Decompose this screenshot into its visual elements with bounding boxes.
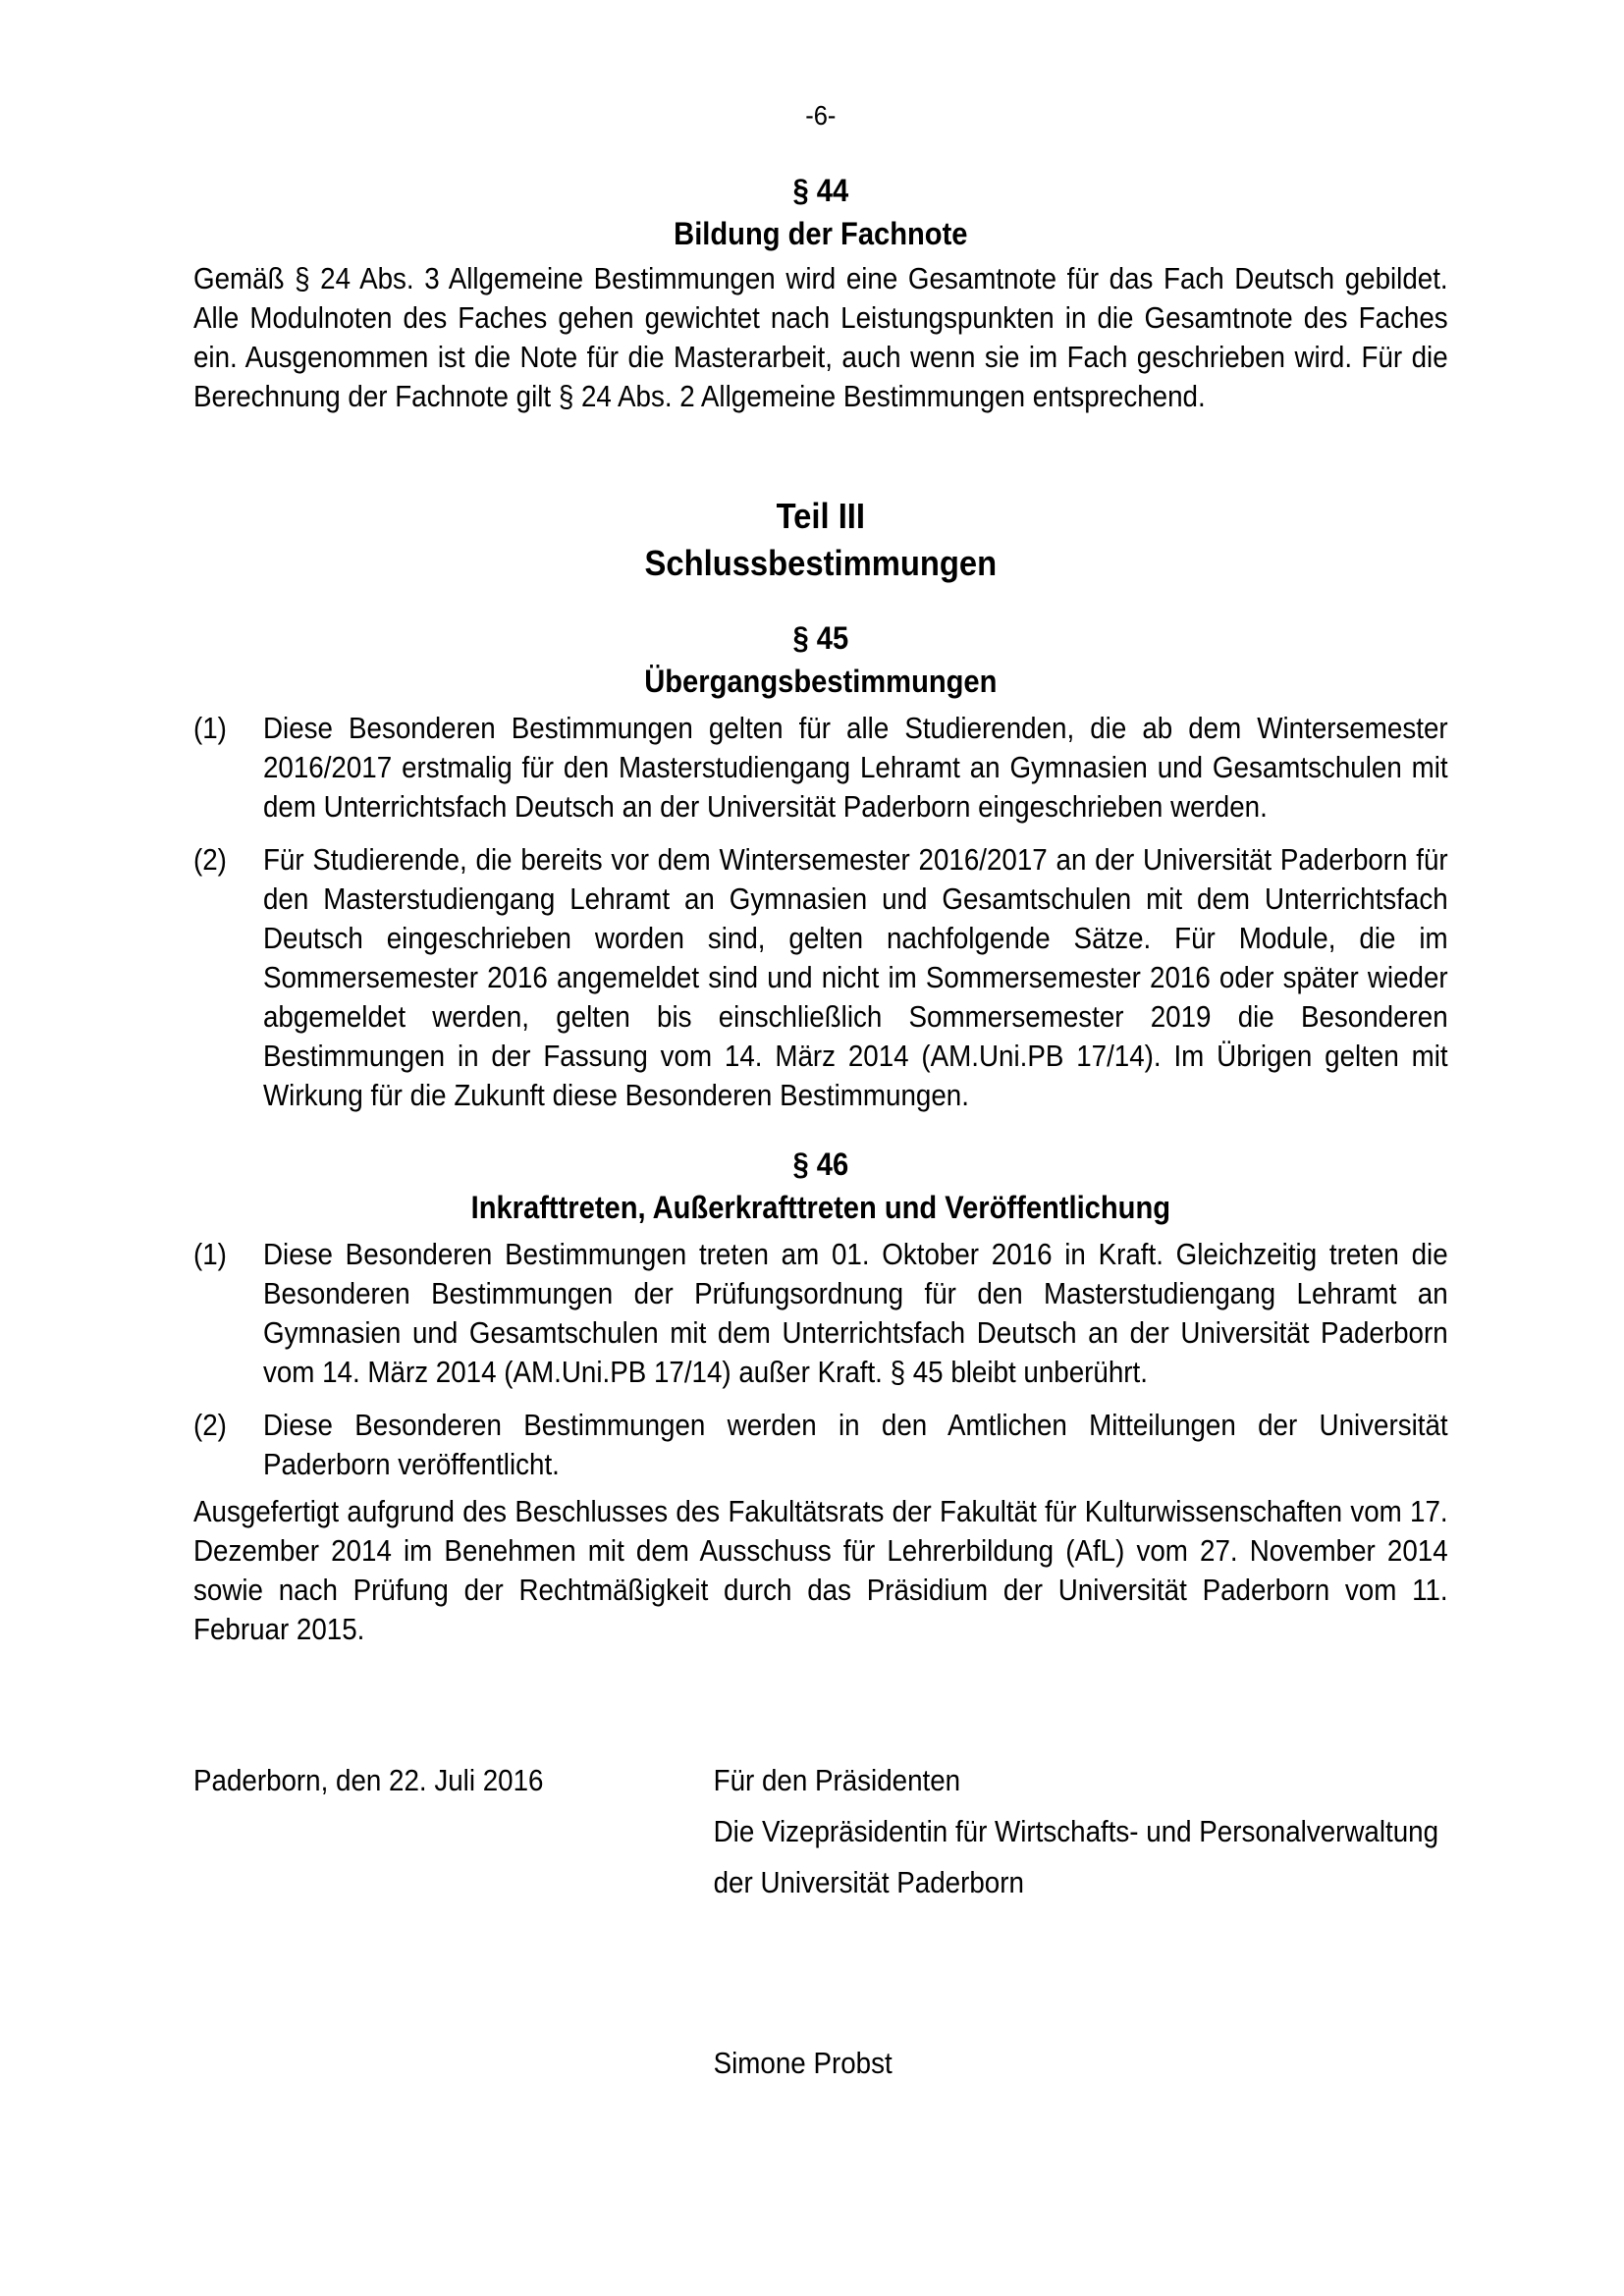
section-title: Bildung der Fachnote	[674, 216, 968, 251]
signatory-name: Simone Probst	[713, 2047, 893, 2080]
part-heading	[193, 493, 1448, 587]
signature-line-1: Für den Präsidenten	[713, 1764, 961, 1797]
item-number: (2)	[193, 843, 227, 877]
item-text: Diese Besonderen Bestimmungen treten am 01. Oktober 2016 in Kraft. Gleichzeitig treten die Besonderen Bestimmungen der Prüfungsordnung für den Masterstudiengang Lehramt an Gymnasien und Gesamtschulen mit dem Unterrichtsfach Deutsch an der Universität Paderborn vom 14. März 2014 (AM.Uni.PB 17/14) außer Kraft. § 45 bleibt unberührt.	[262, 1238, 1448, 1389]
list-item	[193, 840, 1448, 1115]
part-subtitle: Schlussbestimmungen	[644, 543, 998, 583]
item-text: Für Studierende, die bereits vor dem Wintersemester 2016/2017 an der Universität Paderborn für den Masterstudiengang Lehramt an Gymnasien und Gesamtschulen mit dem Unterrichtsfach Deutsch eingeschrieben worden sind, gelten nachfolgende Sätze. Für Module, die im Sommersemester 2016 angemeldet sind und nicht im Sommersemester 2016 oder später wieder abgemeldet werden, gelten bis einschließlich Sommersemester 2019 die Besonderen Bestimmungen in der Fassung vom 14. März 2014 (AM.Uni.PB 17/14). Im Übrigen gelten mit Wirkung für die Zukunft diese Besonderen Bestimmungen.	[262, 843, 1448, 1112]
signature-line-3: der Universität Paderborn	[713, 1866, 1024, 1899]
section-46	[193, 1143, 1448, 1484]
list-item	[193, 709, 1448, 827]
closing-paragraph: Ausgefertigt aufgrund des Beschlusses des Fakultätsrats der Fakultät für Kulturwissenschaften vom 17. Dezember 2014 im Benehmen mit dem Ausschuss für Lehrerbildung (AfL) vom 27. November 2014 sowie nach Prüfung der Rechtmäßigkeit durch das Präsidium der Universität Paderborn vom 11. Februar 2015.	[193, 1495, 1448, 1646]
page-number: -6-	[805, 100, 837, 131]
item-number: (2)	[193, 1409, 227, 1442]
section-44	[193, 169, 1448, 416]
part-title: Teil III	[776, 496, 866, 536]
section-45	[193, 616, 1448, 1115]
item-text: Diese Besonderen Bestimmungen werden in den Amtlichen Mitteilungen der Universität Paderborn veröffentlicht.	[262, 1409, 1448, 1481]
section-number: § 44	[792, 173, 849, 208]
section-title: Inkrafttreten, Außerkrafttreten und Veröffentlichung	[470, 1190, 1171, 1225]
item-number: (1)	[193, 712, 227, 745]
section-number: § 45	[792, 620, 849, 656]
list-item	[193, 1235, 1448, 1392]
item-number: (1)	[193, 1238, 227, 1271]
section-title: Übergangsbestimmungen	[644, 664, 998, 699]
list-item	[193, 1406, 1448, 1484]
place-date: Paderborn, den 22. Juli 2016	[193, 1764, 544, 1797]
signature-line-2: Die Vizepräsidentin für Wirtschafts- und Personalverwaltung	[713, 1815, 1439, 1848]
item-text: Diese Besonderen Bestimmungen gelten für alle Studierenden, die ab dem Wintersemester 2016/2017 erstmalig für den Masterstudiengang Lehramt an Gymnasien und Gesamtschulen mit dem Unterrichtsfach Deutsch an der Universität Paderborn eingeschrieben werden.	[262, 712, 1448, 824]
section-text: Gemäß § 24 Abs. 3 Allgemeine Bestimmungen wird eine Gesamtnote für das Fach Deutsch gebildet. Alle Modulnoten des Faches gehen gewichtet nach Leistungspunkten in die Gesamtnote des Faches ein. Ausgenommen ist die Note für die Masterarbeit, auch wenn sie im Fach geschrieben wird. Für die Berechnung der Fachnote gilt § 24 Abs. 2 Allgemeine Bestimmungen entsprechend.	[193, 262, 1448, 413]
section-number: § 46	[792, 1147, 849, 1182]
